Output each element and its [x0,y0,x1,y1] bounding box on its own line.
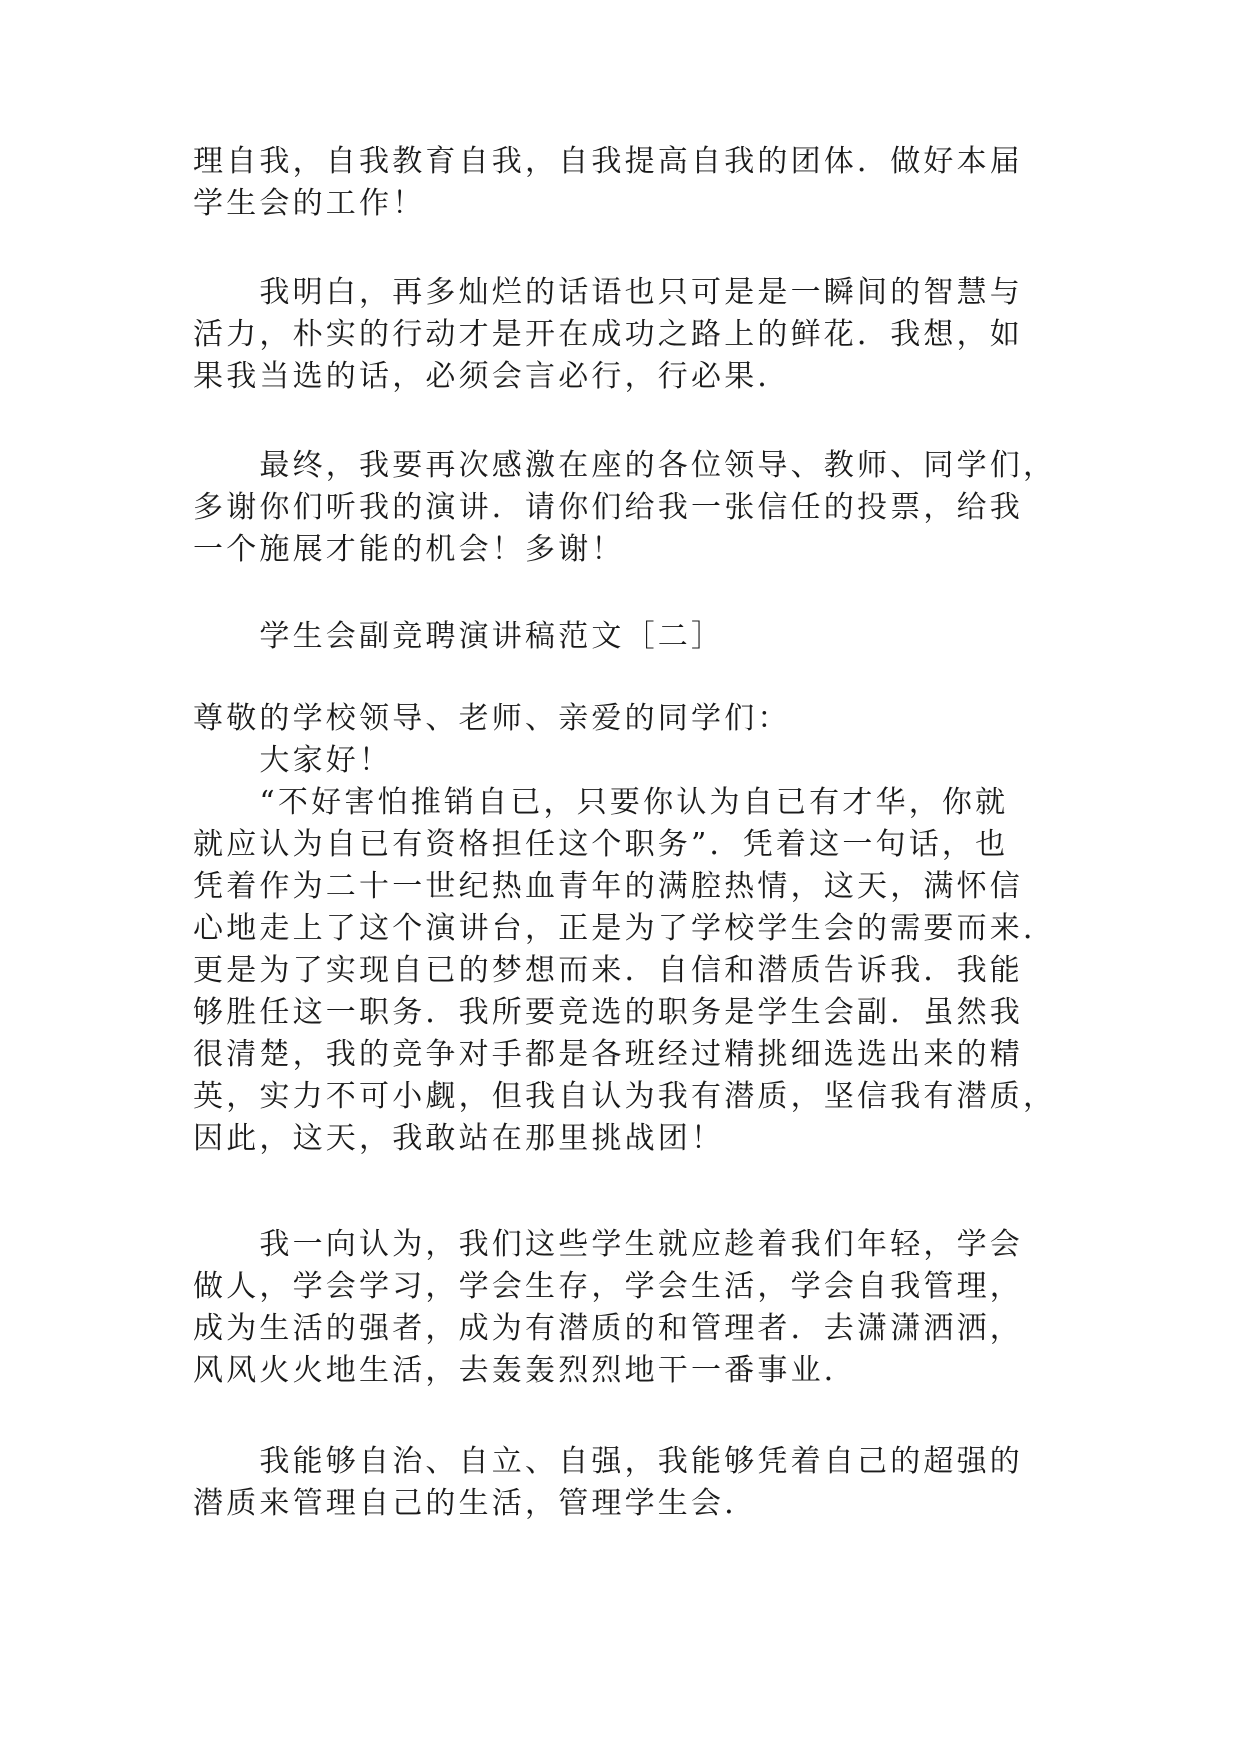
text-line: 最终，我要再次感激在座的各位领导、教师、同学们， [193,448,1057,483]
text-line: 很清楚，我的竞争对手都是各班经过精挑细选选出来的精 [193,1037,1023,1072]
text-line: 学生会的工作！ [193,186,426,221]
text-line: 英，实力不可小觑，但我自认为我有潜质，坚信我有潜质， [193,1079,1057,1114]
paragraph-closing-1 [193,141,1053,225]
text-line: 凭着作为二十一世纪热血青年的满腔热情，这天，满怀信 [193,869,1023,904]
paragraph-speech-opening [193,698,1057,1160]
text-line: 就应认为自已有资格担任这个职务”．凭着这一句话，也 [193,827,1009,862]
text-line: 一个施展才能的机会！多谢！ [193,532,625,567]
text-line: “不好害怕推销自已，只要你认为自已有才华，你就 [193,785,1009,820]
text-line: 成为生活的强者，成为有潜质的和管理者．去潇潇洒洒， [193,1311,1023,1346]
paragraph-closing-3 [193,445,1057,571]
text-line: 更是为了实现自已的梦想而来．自信和潜质告诉我．我能 [193,953,1023,988]
text-line: 果我当选的话，必须会言必行，行必果． [193,359,791,394]
section-title: 学生会副竞聘演讲稿范文［二］ [193,619,725,654]
text-line: 心地走上了这个演讲台，正是为了学校学生会的需要而来． [193,911,1057,946]
text-line: 活力，朴实的行动才是开在成功之路上的鲜花．我想，如 [193,317,1023,352]
text-line: 我能够自治、自立、自强，我能够凭着自己的超强的 [193,1444,1023,1479]
section-heading [193,616,1053,658]
text-line: 理自我，自我教育自我，自我提高自我的团体．做好本届 [193,144,1023,179]
text-line: 我一向认为，我们这些学生就应趁着我们年轻，学会 [193,1227,1023,1262]
text-line: 我明白，再多灿烂的话语也只可是是一瞬间的智慧与 [193,275,1023,310]
text-line: 够胜任这一职务．我所要竞选的职务是学生会副．虽然我 [193,995,1023,1030]
text-line: 潜质来管理自己的生活，管理学生会． [193,1486,758,1521]
text-line: 因此，这天，我敢站在那里挑战团！ [193,1121,725,1156]
paragraph-closing-2 [193,272,1053,398]
text-line: 做人，学会学习，学会生存，学会生活，学会自我管理， [193,1269,1023,1304]
salutation-line: 尊敬的学校领导、老师、亲爱的同学们： [193,701,791,736]
text-line: 多谢你们听我的演讲．请你们给我一张信任的投票，给我 [193,490,1023,525]
paragraph-belief [193,1224,1053,1392]
paragraph-capability [193,1441,1053,1525]
greeting-line: 大家好！ [193,743,393,778]
text-line: 风风火火地生活，去轰轰烈烈地干一番事业． [193,1353,857,1388]
